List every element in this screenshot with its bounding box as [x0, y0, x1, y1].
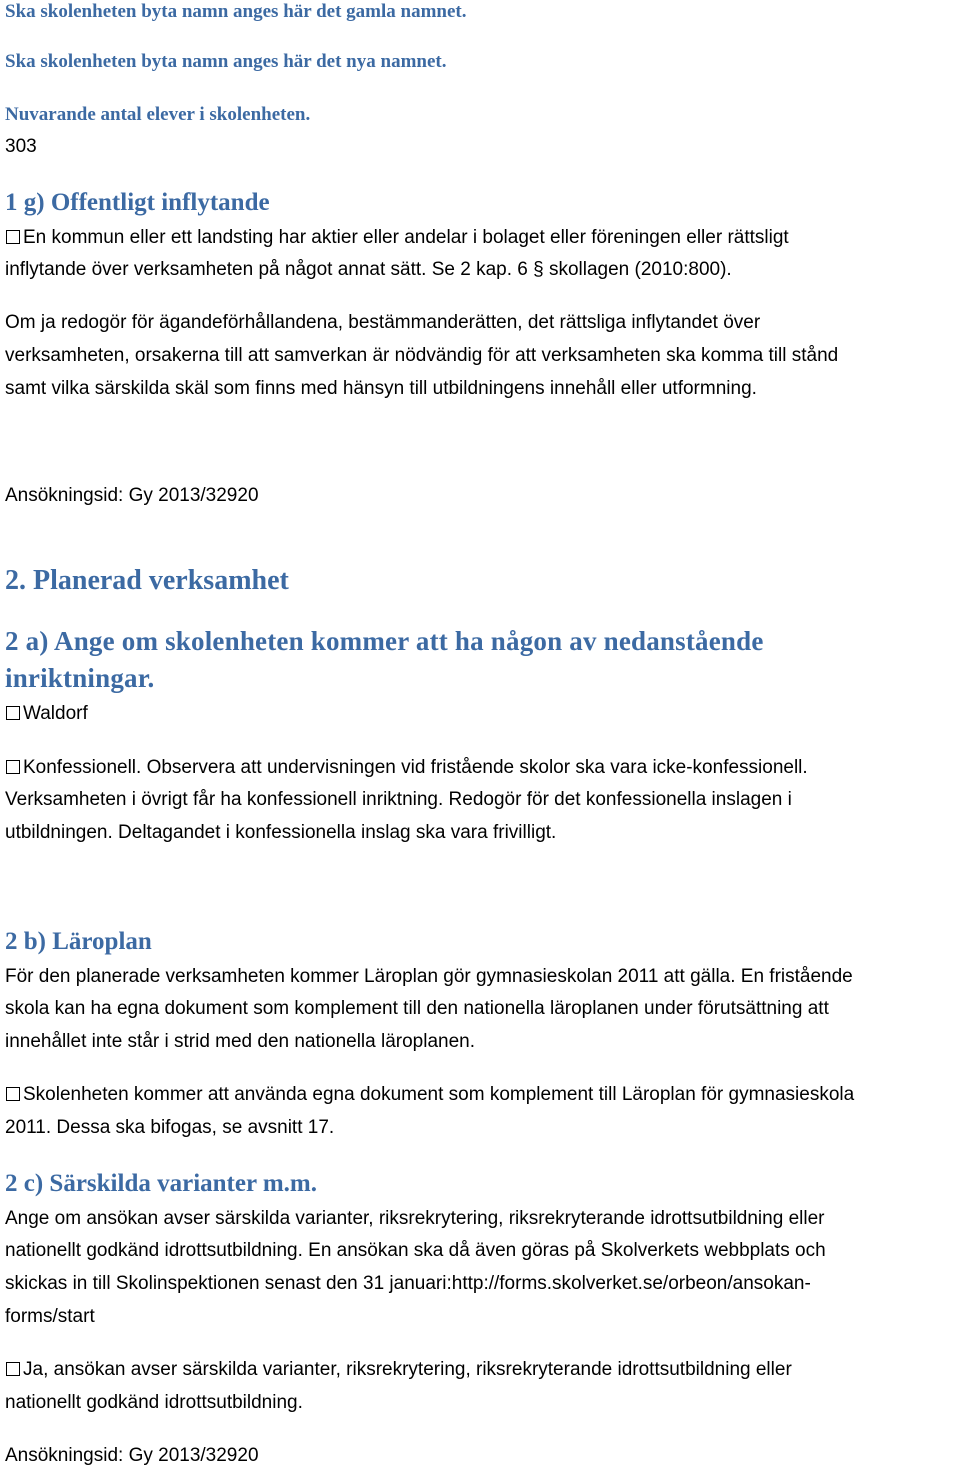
public-influence-label-cont: inflytande över verksamheten på något annat sätt. Se 2 kap. 6 § skollagen (2010:800). [5, 259, 732, 280]
confessional-text: Verksamheten i övrigt får ha konfessionell inriktning. Redogör för det konfessionella inslagen i [5, 789, 792, 810]
checkbox-icon[interactable] [6, 1362, 20, 1376]
waldorf-checkbox-row[interactable] [5, 702, 88, 726]
question-new-name: Ska skolenheten byta namn anges här det nya namnet. [5, 51, 447, 72]
section-2b-heading: 2 b) Läroplan [5, 928, 152, 955]
special-variants-checkbox-row[interactable] [5, 1358, 792, 1382]
curriculum-paragraph: För den planerade verksamheten kommer Läroplan gör gymnasieskolan 2011 att gälla. En fristående [5, 966, 853, 987]
section-2-heading: 2. Planerad verksamhet [5, 565, 289, 596]
section-2a-heading: 2 a) Ange om skolenheten kommer att ha någon av nedanstående [5, 626, 764, 656]
question-old-name: Ska skolenheten byta namn anges här det gamla namnet. [5, 1, 467, 22]
own-documents-label: Skolenheten kommer att använda egna dokument som komplement till Läroplan för gymnasieskola [23, 1084, 855, 1105]
special-variants-label: Ja, ansökan avser särskilda varianter, riksrekrytering, riksrekryterande idrottsutbildning eller [23, 1359, 792, 1380]
own-documents-label-cont: 2011. Dessa ska bifogas, se avsnitt 17. [5, 1117, 335, 1138]
paragraph-line: Om ja redogör för ägandeförhållandena, bestämmanderätten, det rättsliga inflytandet över [5, 312, 761, 333]
checkbox-icon[interactable] [6, 230, 20, 244]
confessional-label: Konfessionell. Observera att undervisningen vid fristående skolor ska vara icke-konfessionell. [23, 757, 808, 778]
variants-paragraph: nationellt godkänd idrottsutbildning. En ansökan ska då även göras på Skolverkets webbplats och [5, 1240, 826, 1261]
checkbox-icon[interactable] [6, 760, 20, 774]
section-2a-heading-cont: inriktningar. [5, 663, 155, 693]
application-id: Ansökningsid: Gy 2013/32920 [5, 485, 259, 506]
public-influence-checkbox-row[interactable] [5, 226, 789, 250]
section-1g-heading: 1 g) Offentligt inflytande [5, 189, 270, 216]
paragraph-line: samt vilka särskilda skäl som finns med hänsyn till utbildningens innehåll eller utformning. [5, 378, 757, 399]
waldorf-label: Waldorf [23, 703, 88, 724]
own-documents-checkbox-row[interactable] [5, 1083, 854, 1107]
special-variants-label-cont: nationellt godkänd idrottsutbildning. [5, 1392, 303, 1413]
checkbox-icon[interactable] [6, 1087, 20, 1101]
checkbox-icon[interactable] [6, 706, 20, 720]
application-id: Ansökningsid: Gy 2013/32920 [5, 1445, 259, 1466]
section-2c-heading: 2 c) Särskilda varianter m.m. [5, 1170, 318, 1197]
variants-paragraph: forms/start [5, 1306, 95, 1327]
paragraph-line: verksamheten, orsakerna till att samverkan är nödvändig för att verksamheten ska komma till stånd [5, 345, 839, 366]
variants-paragraph: Ange om ansökan avser särskilda varianter, riksrekrytering, riksrekryterande idrottsutbildning eller [5, 1208, 825, 1229]
confessional-text: utbildningen. Deltagandet i konfessionella inslag ska vara frivilligt. [5, 822, 557, 843]
confessional-checkbox-row[interactable] [5, 756, 808, 780]
question-student-count: Nuvarande antal elever i skolenheten. [5, 104, 311, 125]
curriculum-paragraph: innehållet inte står i strid med den nationella läroplanen. [5, 1031, 476, 1052]
public-influence-label: En kommun eller ett landsting har aktier eller andelar i bolaget eller föreningen eller rättsligt [23, 227, 789, 248]
variants-paragraph: skickas in till Skolinspektionen senast den 31 januari:http://forms.skolverket.se/orbeon/ansokan- [5, 1273, 811, 1294]
curriculum-paragraph: skola kan ha egna dokument som komplement till den nationella läroplanen under förutsättning att [5, 998, 829, 1019]
student-count-value: 303 [5, 136, 37, 157]
